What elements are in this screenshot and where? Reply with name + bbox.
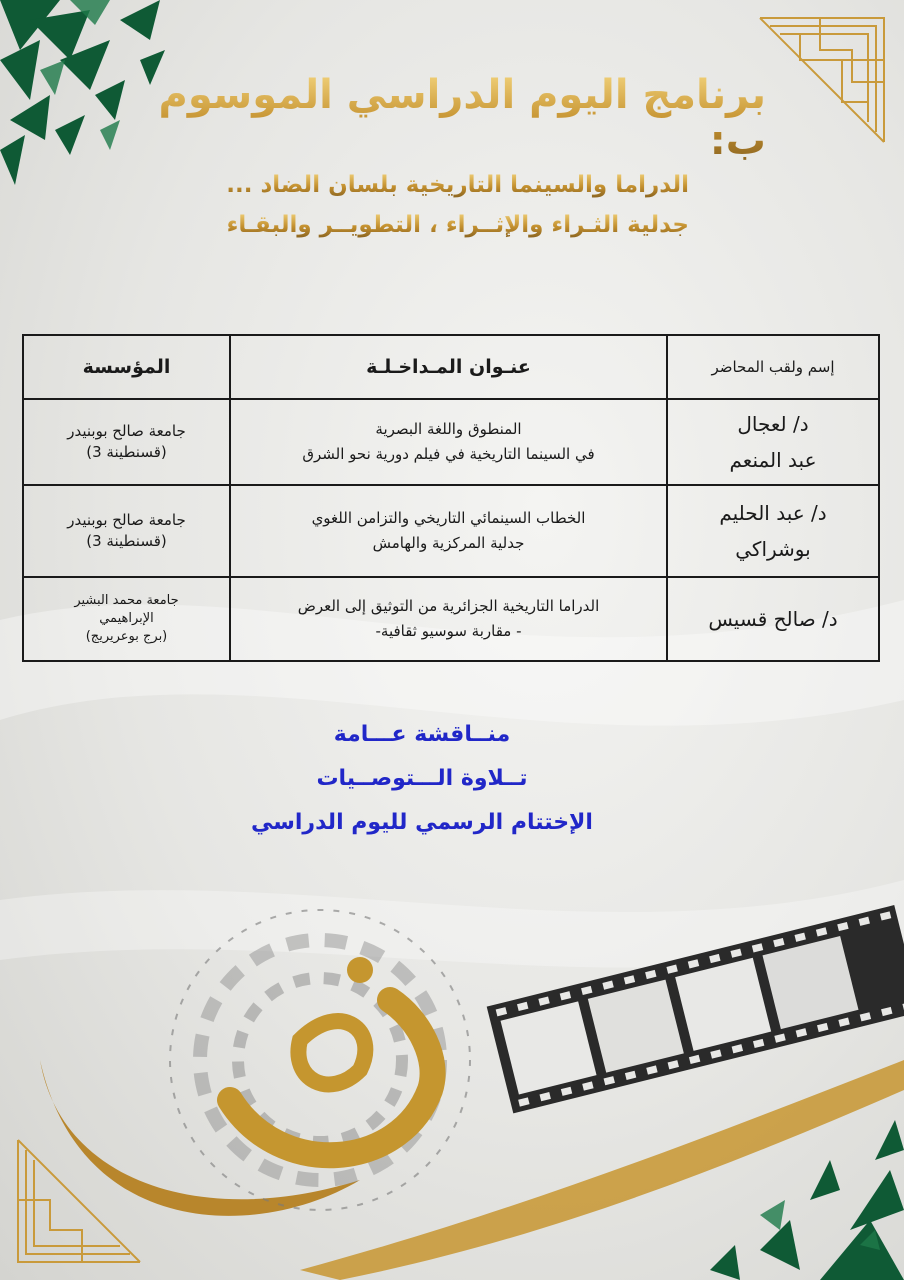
institution-line-2: الإبراهيمي: [99, 611, 154, 626]
lecturer-name-line-1: د/ عبد الحليم: [719, 501, 827, 525]
lecturer-name: [667, 399, 879, 485]
talk-title-line-2: جدلية المركزية والهامش: [372, 534, 525, 552]
lecturer-name-line-1: د/ لعجال: [737, 412, 809, 436]
talk-title: [230, 485, 667, 577]
closing-item-recommendations: تــلاوة الـــتوصــيات: [316, 766, 528, 791]
institution: [23, 399, 230, 485]
talk-title-line-2: - مقاربة سوسيو ثقافية-: [375, 622, 522, 640]
lecturer-name-line-1: د/ صالح قسيس: [708, 607, 838, 631]
header-lecturer-name: إسم ولقب المحاضر: [667, 335, 879, 399]
institution: [23, 577, 230, 661]
closing-item-discussion: منــاقشة عـــامة: [333, 722, 511, 747]
institution-line-1: جامعة صالح بوبنيدر: [67, 511, 186, 529]
institution-line-3: (برج بوعريريج): [85, 629, 168, 644]
institution-line-2: (قسنطينة 3): [86, 443, 167, 461]
header-institution: المؤسسة: [23, 335, 230, 399]
program-table: [22, 334, 880, 662]
lecturer-name-line-2: عبد المنعم: [729, 448, 817, 472]
gold-corner-top-right: [760, 18, 884, 142]
header-talk-title: عنـوان المـداخـلـة: [230, 335, 667, 399]
table-header-row: [23, 335, 879, 399]
page-title: برنامج اليوم الدراسي الموسوم ب:: [146, 72, 766, 164]
lecturer-name-line-2: بوشراكي: [735, 537, 811, 561]
institution-line-1: جامعة صالح بوبنيدر: [67, 422, 186, 440]
talk-title-line-1: الخطاب السينمائي التاريخي والتزامن اللغوي: [311, 509, 586, 527]
lecturer-name: [667, 577, 879, 661]
talk-title: [230, 577, 667, 661]
table-row: [23, 485, 879, 577]
talk-title-line-2: في السينما التاريخية في فيلم دورية نحو الشرق: [302, 445, 595, 463]
lecturer-name: [667, 485, 879, 577]
talk-title: [230, 399, 667, 485]
gold-corner-bottom-left: [18, 1140, 140, 1262]
green-shards-top-left: [0, 0, 165, 185]
institution-line-1: جامعة محمد البشير: [74, 593, 179, 608]
talk-title-line-1: الدراما التاريخية الجزائرية من التوثيق إلى العرض: [297, 597, 600, 615]
institution: [23, 485, 230, 577]
subtitle-line-2: جدلية الثـراء والإثــراء ، التطويــر والبقـاء: [129, 212, 689, 238]
table-row: [23, 577, 879, 661]
table-row: [23, 399, 879, 485]
institution-line-2: (قسنطينة 3): [86, 532, 167, 550]
subtitle-line-1: الدراما والسينما التاريخية بلسان الضاد ...: [129, 172, 689, 198]
talk-title-line-1: المنطوق واللغة البصرية: [375, 420, 522, 438]
closing-item-official-closing: الإختتام الرسمي لليوم الدراسي: [251, 810, 593, 835]
